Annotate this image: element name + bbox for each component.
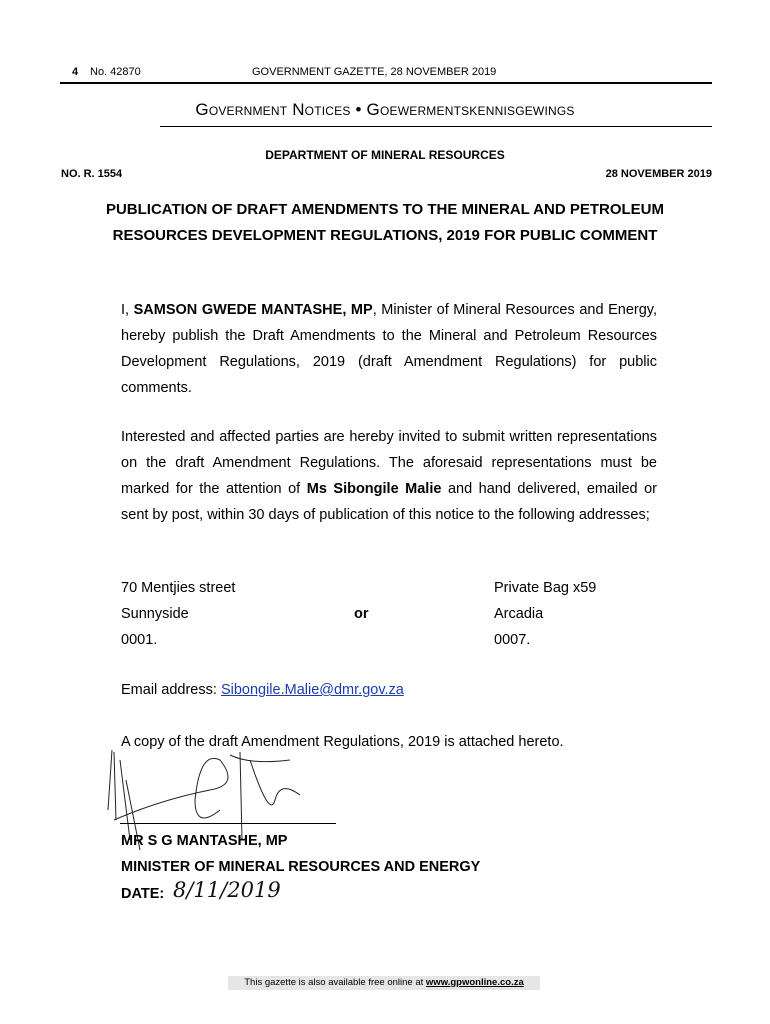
signature-line: [120, 823, 336, 824]
address-left-line-1: 70 Mentjies street: [121, 580, 236, 596]
para2-text-after: and hand delivered, emailed or sent by post, within 30 days of publication of this notice to the following addresses;: [121, 481, 658, 523]
signatory-title: MINISTER OF MINERAL RESOURCES AND ENERGY: [121, 859, 481, 875]
para1-prefix: I,: [121, 302, 134, 318]
section-rule: [160, 126, 712, 127]
address-right-line-2: Arcadia: [494, 606, 544, 622]
section-title: Government Notices • Goewermentskennisgewings: [195, 100, 575, 119]
email-row: [121, 682, 404, 698]
department-heading: DEPARTMENT OF MINERAL RESOURCES: [265, 148, 505, 162]
contact-name: Ms Sibongile Malie: [306, 481, 442, 497]
address-or: or: [354, 606, 369, 622]
signature-date-label: DATE:: [121, 886, 165, 902]
notice-date: 28 NOVEMBER 2019: [605, 168, 712, 180]
signatory-name: MR S G MANTASHE, MP: [121, 833, 288, 849]
attachment-note: A copy of the draft Amendment Regulations, 2019 is attached hereto.: [121, 734, 564, 750]
notice-title: PUBLICATION OF DRAFT AMENDMENTS TO THE MINERAL AND PETROLEUM RESOURCES DEVELOPMENT REGULATIONS, 2019 FOR PUBLIC COMMENT: [105, 201, 665, 244]
address-left-line-2: Sunnyside: [121, 606, 189, 622]
footer-link[interactable]: www.gpwonline.co.za: [425, 977, 524, 988]
address-left-line-3: 0001.: [121, 632, 158, 648]
address-right-line-1: Private Bag x59: [494, 580, 597, 596]
para2-text-before: Interested and affected parties are hereby invited to submit written representations on the draft Amendment Regulations. The aforesaid representations must be marked for the attention of: [121, 429, 657, 497]
email-link[interactable]: Sibongile.Malie@dmr.gov.za: [220, 682, 404, 698]
header-rule: [60, 82, 712, 84]
address-right-line-3: 0007.: [494, 632, 531, 648]
para1-text: , Minister of Mineral Resources and Energy, hereby publish the Draft Amendments to the Mineral and Petroleum Resources Development Regulations, 2019 (draft Amendment Regulations) for public comments.: [121, 302, 657, 396]
footer-note: [228, 976, 540, 990]
signature-date-handwritten: 8/11/2019: [173, 878, 281, 902]
paragraph-2: [121, 424, 657, 528]
footer-text: This gazette is also available free online at: [244, 977, 426, 988]
email-label: Email address:: [121, 682, 217, 698]
gazette-title: GOVERNMENT GAZETTE, 28 NOVEMBER 2019: [252, 66, 497, 78]
gazette-number: No. 42870: [90, 66, 141, 78]
notice-number: NO. R. 1554: [61, 168, 123, 180]
minister-name: SAMSON GWEDE MANTASHE, MP: [133, 302, 373, 318]
paragraph-1: [121, 297, 657, 401]
page-number: 4: [72, 66, 79, 78]
